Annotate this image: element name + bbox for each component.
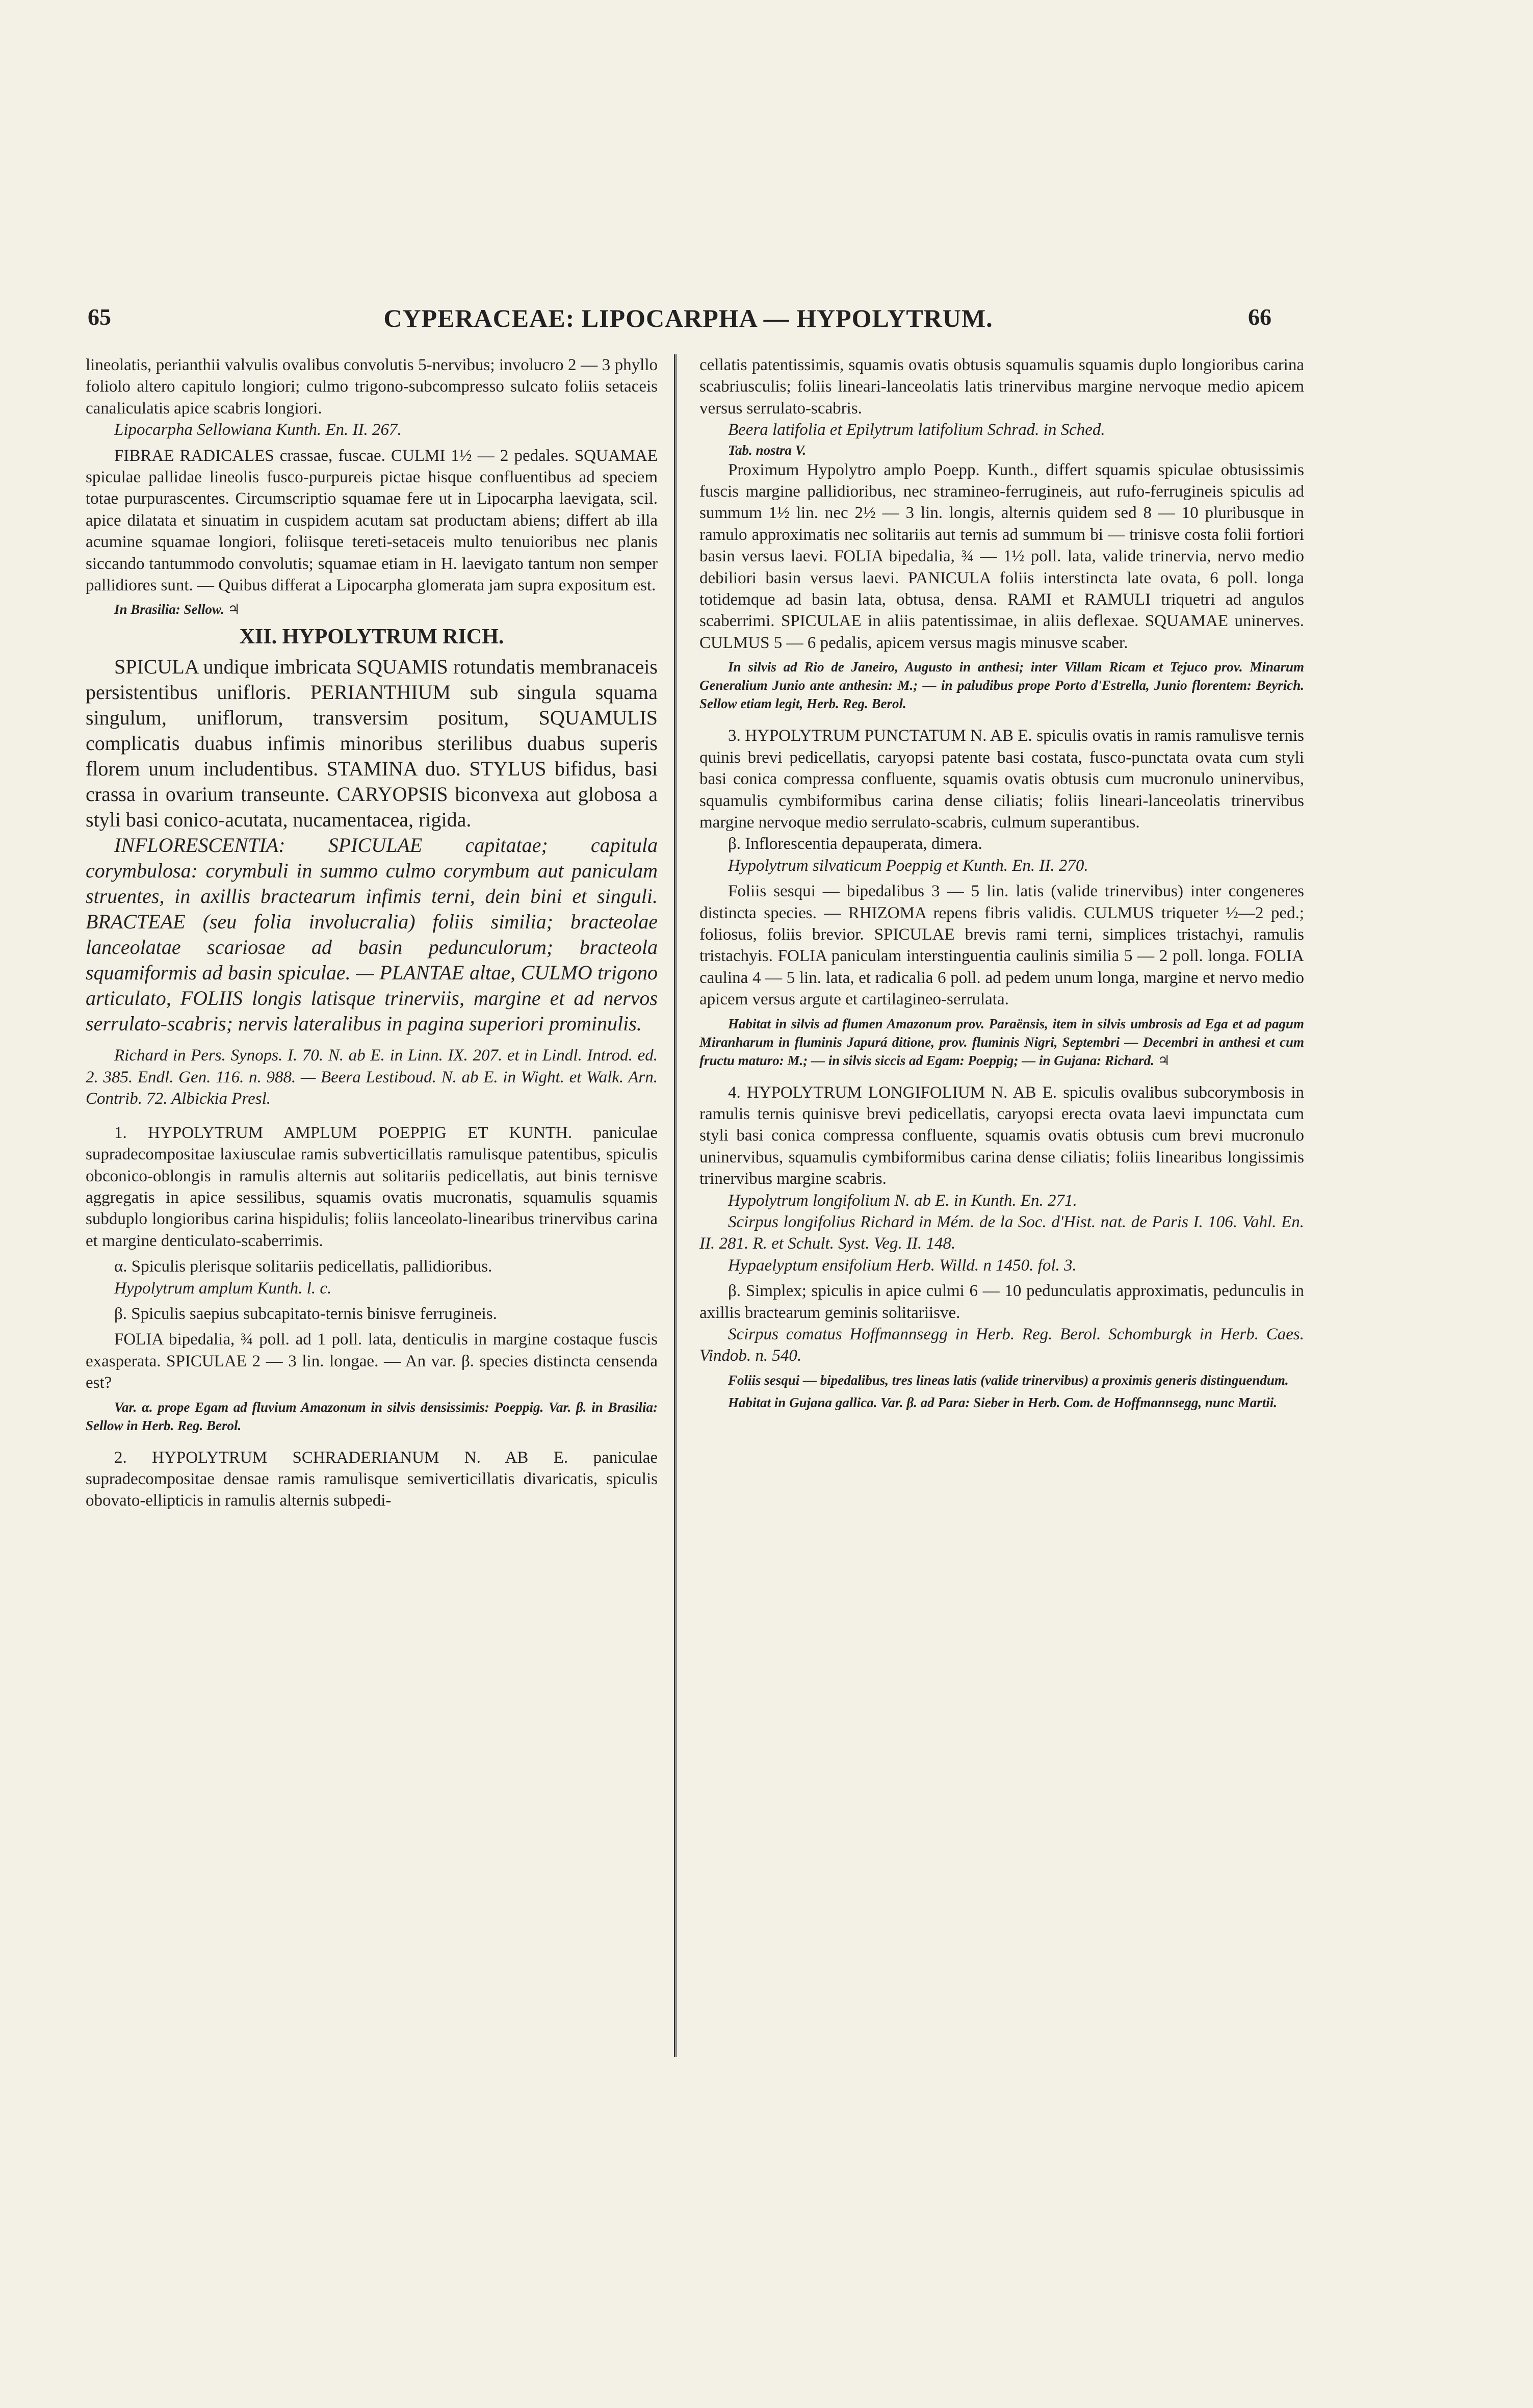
right-paragraph: β. Inflorescentia depauperata, dimera. [728,835,982,853]
left-paragraph: lineolatis, perianthii valvulis ovalibus convolutis 5-nervibus; involucro 2 — 3 phyllo foliolo altero capitulo longiori; culmo trigono-subcompresso sulcato foliis setaceis canaliculatis apice scabris longiori. [86,356,658,418]
right-paragraph: Habitat in silvis ad flumen Amazonum prov. Paraënsis, item in silvis umbrosis ad Ega et ad pagum Miranharum in fluminis Japurá ditione, prov. fluminis Nigri, Septembri — Decembri in anthesi et cum fructu maturo: M.; — in silvis siccis ad Egam: Poeppig; — in Gujana: Richard. ♃ [699,1016,1304,1068]
left-paragraph: INFLORESCENTIA: SPICULAE capitatae; capitula corymbulosa: corymbuli in summo culmo corymbum aut paniculam struentes, in axillis bractearum infimis terni, dein bini et singuli. BRACTEAE (seu folia involucralia) foliis similia; bracteolae lanceolatae scariosae ad basin pedunculorum; bracteola squamiformis ad basin spiculae. — PLANTAE altae, CULMO trigono articulato, FOLIIS longis latisque trinerviis, margine et ad nervos serrulato-scabris; nervis lateralibus in pagina superiori prominulis. [86,834,658,1035]
left-paragraph: SPICULA undique imbricata SQUAMIS rotundatis membranaceis persistentibus unifloris. PERIANTHIUM sub singula squama singulum, uniflorum, transversim positum, SQUAMULIS complicatis duabus infimis minoribus sterilibus duabus superis florem unum includentibus. STAMINA duo. STYLUS bifidus, basi crassa in ovarium transeunte. CARYOPSIS biconvexa aut globosa a styli basi conico-acutata, nucamentacea, rigida. [86,655,658,832]
right-paragraph: cellatis patentissimis, squamis ovatis obtusis squamulis squamis duplo longioribus carina scabriusculis; foliis lineari-lanceolatis latis trinervibus margine nervoque medio apicem versus serrulato-scabris. [699,356,1304,418]
left-column [86,354,658,1512]
left-paragraph: 1. HYPOLYTRUM AMPLUM POEPPIG ET KUNTH. paniculae supradecompositae laxiusculae ramis subverticillatis ramulisque patentibus, spiculis obconico-oblongis in ramulis alternis aut solitariis pedicellatis, aut binis ternisve aggregatis in apice sessilibus, squamis ovatis mucronatis, squamulis squamis subduplo longioribus carina hispidulis; foliis lanceolato-linearibus trinervibus carina et margine denticulato-scaberrimis. [86,1123,658,1250]
right-paragraph: Scirpus comatus Hoffmannsegg in Herb. Reg. Berol. Schomburgk in Herb. Caes. Vindob. n. 540. [699,1325,1304,1365]
page-header [0,303,1533,344]
right-paragraph: Hypolytrum silvaticum Poeppig et Kunth. En. II. 270. [728,856,1088,875]
right-paragraph: 3. HYPOLYTRUM PUNCTATUM N. AB E. spiculis ovatis in ramis ramulisve ternis quinis brevi pedicellatis, caryopsi patente basi costata, fusco-punctata ovata cum styli basi conica compressa confluente, squamis ovatis obtusis cum mucronulo uninervibus, squamulis cymbiformibus carina dense ciliatis; foliis lineari-lanceolatis trinervibus margine nervoque medio serrulato-scabris, culmum superantibus. [699,727,1304,832]
left-paragraph: FOLIA bipedalia, ¾ poll. ad 1 poll. lata, denticulis in margine costaque fuscis exasperata. SPICULAE 2 — 3 lin. longae. — An var. β. species distincta censenda est? [86,1330,658,1392]
running-title: CYPERACEAE: LIPOCARPHA — HYPOLYTRUM. [383,304,993,332]
right-paragraph: Proximum Hypolytro amplo Poepp. Kunth., differt squamis spiculae obtusissimis fuscis margine pallidioribus, nec stramineo-ferrugineis, aut rufo-ferrugineis spiculis ad summum 1½ lin. nec 2½ — 3 lin. longis, alternis quidem sed 8 — 10 pluribusque in ramulo approximatis nec solitariis aut ternis ad summum bi — trinisve costa folii fortiori basin versus laevi. FOLIA bipedalia, ¾ — 1½ poll. lata, valide trinervia, nervo medio debiliori basin versus laevi. PANICULA foliis interstincta late ovata, 6 poll. longa totidemque ad basin lata, obtusa, densa. RAMI et RAMULI triquetri ad angulos scaberrimi. SPICULAE in aliis patentissimae, in aliis deflexae. SQUAMAE uninerves. CULMUS 5 — 6 pedalis, apicem versus magis minusve scaber. [699,460,1304,652]
right-paragraph: Foliis sesqui — bipedalibus 3 — 5 lin. latis (valide trinervibus) inter congeneres distincta species. — RHIZOMA repens fibris validis. CULMUS triqueter ½—2 ped.; foliosus, foliis brevior. SPICULAE brevis rami terni, simplices tristachyi, ramulis tristachyis. FOLIA paniculam interstinguentia caulinis similia 5 — 2 poll. longa. FOLIA caulina 4 — 5 lin. lata, et radicalia 6 poll. ad pedem unum longa, margine et nervo medio apicem versus argute et cartilagineo-serrulata. [699,882,1304,1009]
left-paragraph: In Brasilia: Sellow. ♃ [114,602,240,617]
right-paragraph: In silvis ad Rio de Janeiro, Augusto in anthesi; inter Villam Ricam et Tejuco prov. Minarum Generalium Junio ante anthesin: M.; — in paludibus prope Porto d'Estrella, Junio florentem: Beyrich. Sellow etiam legit, Herb. Reg. Berol. [699,659,1304,712]
right-paragraph: β. Simplex; spiculis in apice culmi 6 — 10 pedunculatis approximatis, pedunculis in axillis bractearum geminis solitariisve. [699,1282,1304,1322]
left-paragraph: Var. α. prope Egam ad fluvium Amazonum in silvis densissimis: Poeppig. Var. β. in Brasilia: Sellow in Herb. Reg. Berol. [86,1399,658,1433]
right-paragraph: Hypaelyptum ensifolium Herb. Willd. n 1450. fol. 3. [728,1256,1077,1275]
left-paragraph: FIBRAE RADICALES crassae, fuscae. CULMI 1½ — 2 pedales. SQUAMAE spiculae pallidae lineolis fusco-purpureis pictae hisque confluentibus ad speciem totae purpurascentes. Circumscriptio squamae fere ut in Lipocarpha laevigata, scil. apice dilatata et sinuatim in cuspidem acutam sat productam abiens; differt ab illa acumine squamae longiori, foliisque tereti-setaceis multo tenuioribus nec planis siccando tantummodo convolutis; squamae etiam in H. laevigato tantum non semper pallidiores sunt. — Quibus differat a Lipocarpha glomerata jam supra expositum est. [86,446,658,595]
page-number-right: 66 [1248,304,1271,330]
left-paragraph: Richard in Pers. Synops. I. 70. N. ab E. in Linn. IX. 207. et in Lindl. Introd. ed. 2. 385. Endl. Gen. 116. n. 988. — Beera Lestiboud. N. ab E. in Wight. et Walk. Arn. Contrib. 72. Albickia Presl. [86,1046,658,1108]
left-paragraph: XII. HYPOLYTRUM RICH. [239,625,504,649]
left-paragraph: β. Spiculis saepius subcapitato-ternis binisve ferrugineis. [114,1304,497,1323]
right-paragraph: Tab. nostra V. [728,442,807,458]
column-divider [674,354,677,2057]
right-paragraph: Foliis sesqui — bipedalibus, tres lineas latis (valide trinervibus) a proximis generis distinguendum. [728,1372,1289,1388]
right-paragraph: Scirpus longifolius Richard in Mém. de la Soc. d'Hist. nat. de Paris I. 106. Vahl. En. II. 281. R. et Schult. Syst. Veg. II. 148. [699,1213,1304,1253]
left-paragraph: α. Spiculis plerisque solitariis pedicellatis, pallidioribus. [114,1257,492,1276]
left-paragraph: Hypolytrum amplum Kunth. l. c. [114,1279,332,1298]
right-paragraph: Habitat in Gujana gallica. Var. β. ad Para: Sieber in Herb. Com. de Hoffmannsegg, nunc Martii. [728,1394,1277,1410]
right-paragraph: 4. HYPOLYTRUM LONGIFOLIUM N. AB E. spiculis ovalibus subcorymbosis in ramulis ternis quinisve brevi pedicellatis, caryopsi erecta ovata laevi impunctata cum styli basi conica compressa confluente, squamis ovatis obtusis cum brevi mucronulo uninervibus, squamulis cymbiformibus carina dense ciliatis; foliis linearibus longissimis trinervibus margine scabris. [699,1083,1304,1188]
page-number-left: 65 [88,304,111,330]
left-paragraph: 2. HYPOLYTRUM SCHRADERIANUM N. AB E. paniculae supradecompositae densae ramis ramulisque semiverticillatis divaricatis, spiculis obovato-ellipticis in ramulis alternis subpedi- [86,1448,658,1510]
left-paragraph: Lipocarpha Sellowiana Kunth. En. II. 267. [114,421,402,439]
right-paragraph: Beera latifolia et Epilytrum latifolium Schrad. in Sched. [728,421,1105,439]
right-column [699,354,1304,1412]
right-paragraph: Hypolytrum longifolium N. ab E. in Kunth. En. 271. [728,1191,1077,1210]
